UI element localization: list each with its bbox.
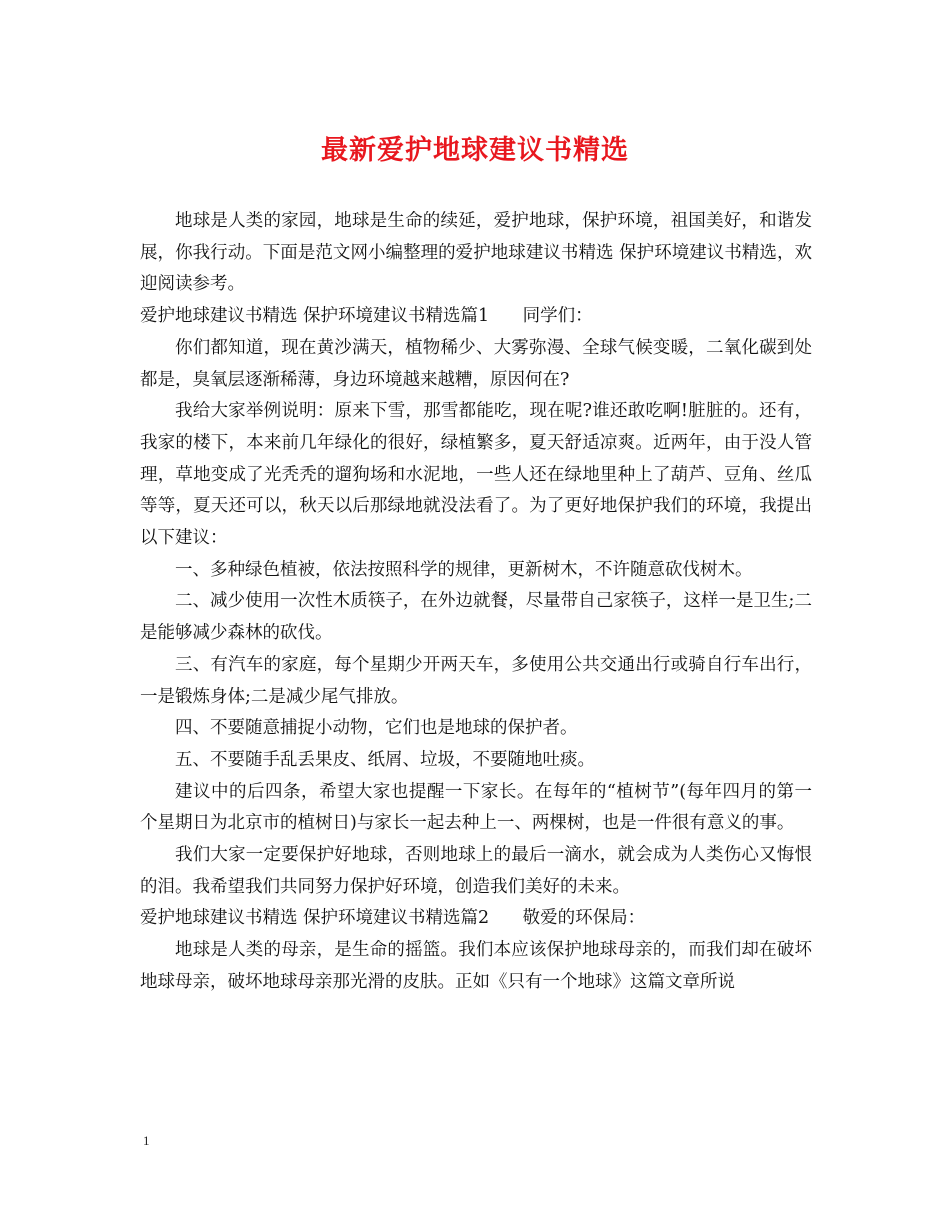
paragraph: 地球是人类的母亲，是生命的摇篮。我们本应该保护地球母亲的，而我们却在破坏地球母亲，破坏地球母亲那光滑的皮肤。正如《只有一个地球》这篇文章所说 [140,940,812,992]
paragraph: 二、减少使用一次性木质筷子，在外边就餐，尽量带自己家筷子，这样一是卫生;二是能够减少森林的砍伐。 [140,591,812,644]
paragraph: 我们大家一定要保护好地球，否则地球上的最后一滴水，就会成为人类伤心又悔恨的泪。我希望我们共同努力保护好环境，创造我们美好的未来。 [140,845,812,897]
paragraph: 四、不要随意捕捉小动物，它们也是地球的保护者。 [175,718,578,739]
section-heading: 爱护地球建议书精选 保护环境建议书精选篇2 敬爱的环保局： [140,908,646,929]
page-number: 1 [143,1133,150,1148]
paragraph: 一、多种绿色植被，依法按照科学的规律，更新树木，不许随意砍伐树木。 [175,559,753,580]
paragraph: 建议中的后四条，希望大家也提醒一下家长。在每年的“植树节”(每年四月的第一个星期日为北京市的植树日)与家长一起去种上一、两棵树，也是一件很有意义的事。 [140,781,812,834]
section-heading: 爱护地球建议书精选 保护环境建议书精选篇1 同学们： [140,306,593,327]
document-body [140,206,812,999]
paragraph: 地球是人类的家园，地球是生命的续延，爱护地球，保护环境，祖国美好，和谐发展，你我行动。下面是范文网小编整理的爱护地球建议书精选 保护环境建议书精选，欢迎阅读参考。 [140,211,812,295]
paragraph: 五、不要随手乱丢果皮、纸屑、垃圾，不要随地吐痰。 [175,749,595,770]
document-title: 最新爱护地球建议书精选 [321,135,629,166]
paragraph: 我给大家举例说明：原来下雪，那雪都能吃，现在呢?谁还敢吃啊!脏脏的。还有，我家的楼下，本来前几年绿化的很好，绿植繁多，夏天舒适凉爽。近两年，由于没人管理，草地变成了光秃秃的遛狗场和水泥地，一些人还在绿地里种上了葫芦、豆角、丝瓜等等，夏天还可以，秋天以后那绿地就没法看了。为了更好地保护我们的环境，我提出以下建议： [140,401,812,549]
paragraph: 三、有汽车的家庭，每个星期少开两天车，多使用公共交通出行或骑自行车出行，一是锻炼身体;二是减少尾气排放。 [140,654,812,707]
paragraph: 你们都知道，现在黄沙满天，植物稀少、大雾弥漫、全球气候变暖，二氧化碳到处都是，臭氧层逐渐稀薄，身边环境越来越糟，原因何在? [140,337,812,390]
